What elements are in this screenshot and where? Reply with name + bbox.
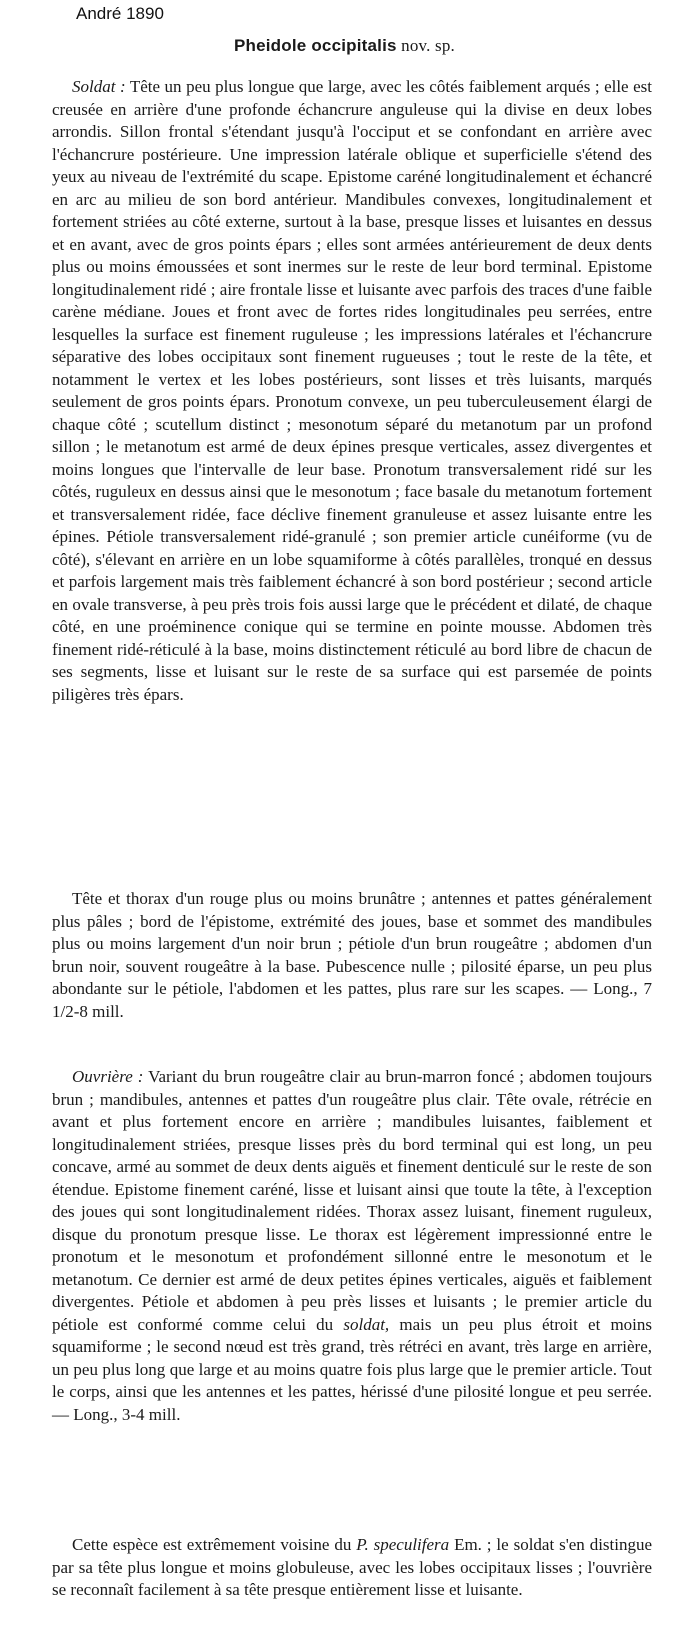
species-suffix: nov. sp. xyxy=(401,36,456,55)
comparison-note xyxy=(52,1534,652,1602)
soldier-description xyxy=(52,76,652,706)
worker-description xyxy=(52,1066,652,1426)
worker-text-part1: Variant du brun rougeâtre clair au brun-marron foncé ; abdomen toujours brun ; mandibules, antennes et pattes d'un rougeâtre plus clair. Tête ovale, rétrécie en avant et plus fortement encore en arrière ; mandibules luisantes, faiblement et longitudinalement striées, presque lisses près du bord terminal qui est long, un peu concave, armé au sommet de deux dents aiguës et finement denticulé sur le reste de son étendue. Epistome finement caréné, lisse et luisant ainsi que toute la tête, à l'exception des joues qui sont longitudinalement ridées. Thorax assez luisant, finement ruguleux, disque du pronotum presque lisse. Le thorax est légèrement impressionné entre le pronotum et le mesonotum et profondément sillonné entre le mesonotum et le metanotum. Ce dernier est armé de deux petites épines verticales, aiguës et faiblement divergentes. Pétiole et abdomen à peu près lisses et luisants ; le premier article du pétiole est conformé comme celui du xyxy=(52,1067,652,1334)
note-species-name: P. speculifera xyxy=(356,1535,450,1554)
worker-italic-word: soldat, xyxy=(343,1314,390,1334)
species-name: Pheidole occipitalis xyxy=(233,36,397,55)
soldier-text: Tête un peu plus longue que large, avec les côtés faiblement arqués ; elle est creusée en arrière d'une profonde échancrure anguleuse qui la divise en deux lobes arrondis. Sillon frontal s'étendant jusqu'à l'occiput et se confondant en arrière avec l'échancrure postérieure. Une impression latérale oblique et superficielle s'étend des yeux au niveau de l'extrémité du scape. Epistome caréné longitudinalement et échancré en arc au milieu de son bord antérieur. Mandibules convexes, longitudinalement et fortement striées au côté externe, surtout à la base, presque lisses et luisantes en dessus et en avant, avec de gros points épars ; elles sont armées antérieurement de deux dents plus ou moins émoussées et sont inermes sur le reste de leur bord terminal. Epistome longitudinalement ridé ; aire frontale lisse et luisante avec parfois des traces d'une faible carène médiane. Joues et front avec de fortes rides longitudinales peu serrées, entre lesquelles la surface est finement ruguleuse ; les impressions latérales et l'échancrure séparative des lobes occipitaux sont finement rugueuses ; tout le reste de la tête, et notamment le vertex et les lobes postérieurs, sont lisses et très luisants, marqués seulement de gros points épars. Pronotum convexe, un peu tuberculeusement élargi de chaque côté ; scutellum distinct ; mesonotum séparé du metanotum par un profond sillon ; le metanotum est armé de deux épines presque verticales, assez divergentes et moins longues que l'intervalle de leur base. Pronotum transversalement ridé sur les côtés, ruguleux en dessus ainsi que le mesonotum ; face basale du metanotum fortement et transversalement ridée, face déclive finement granuleuse et assez luisante entre les épines. Pétiole transversalement ridé-granulé ; son premier article cunéiforme (vu de côté), s'élevant en arrière en un lobe squamiforme à côtés parallèles, tronqué en dessus et parfois largement mais très faiblement échancré à son bord postérieur ; second article en ovale transverse, à peu près trois fois aussi large que le précédent et dilaté, de chaque côté, en une proéminence conique qui se termine en pointe mousse. Abdomen très finement ridé-réticulé à la base, moins distinctement réticulé au bord libre de chacun de ses segments, lisse et luisant sur le reste de sa surface qui est parsemée de points piligères très épars. xyxy=(52,77,653,704)
soldier-color-description xyxy=(52,888,652,1023)
worker-text-part2: mais un peu plus étroit et moins squamiforme ; le second nœud est très grand, très rétréci en avant, très large en arrière, un peu plus long que large et au moins quatre fois plus large que le premier article. Tout le corps, ainsi que les antennes et les pattes, hérissé d'une pilosité longue et peu serrée. — Long., 3-4 mill. xyxy=(52,1314,653,1424)
worker-label: Ouvrière : xyxy=(72,1067,144,1086)
note-text-part1: Cette espèce est extrêmement voisine du xyxy=(72,1535,352,1554)
species-title xyxy=(0,36,689,56)
soldier-color-text: Tête et thorax d'un rouge plus ou moins brunâtre ; antennes et pattes généralement plus pâles ; bord de l'épistome, extrémité des joues, base et sommet des mandibules plus ou moins largement d'un noir brun ; pétiole d'un brun rougeâtre ; abdomen d'un brun noir, souvent rougeâtre à la base. Pubescence nulle ; pilosité éparse, un peu plus abondante sur le pétiole, l'abdomen et les pattes, plus rare sur les scapes. — Long., 7 1/2-8 mill. xyxy=(52,889,652,1021)
source-label: André 1890 xyxy=(76,4,164,23)
soldier-label: Soldat : xyxy=(72,77,126,96)
note-text-part2: Em. ; le soldat s'en distingue par sa tête plus longue et moins globuleuse, avec les lobes occipitaux lisses ; l'ouvrière se reconnaît facilement à sa tête presque entièrement lisse et luisante. xyxy=(52,1535,653,1599)
